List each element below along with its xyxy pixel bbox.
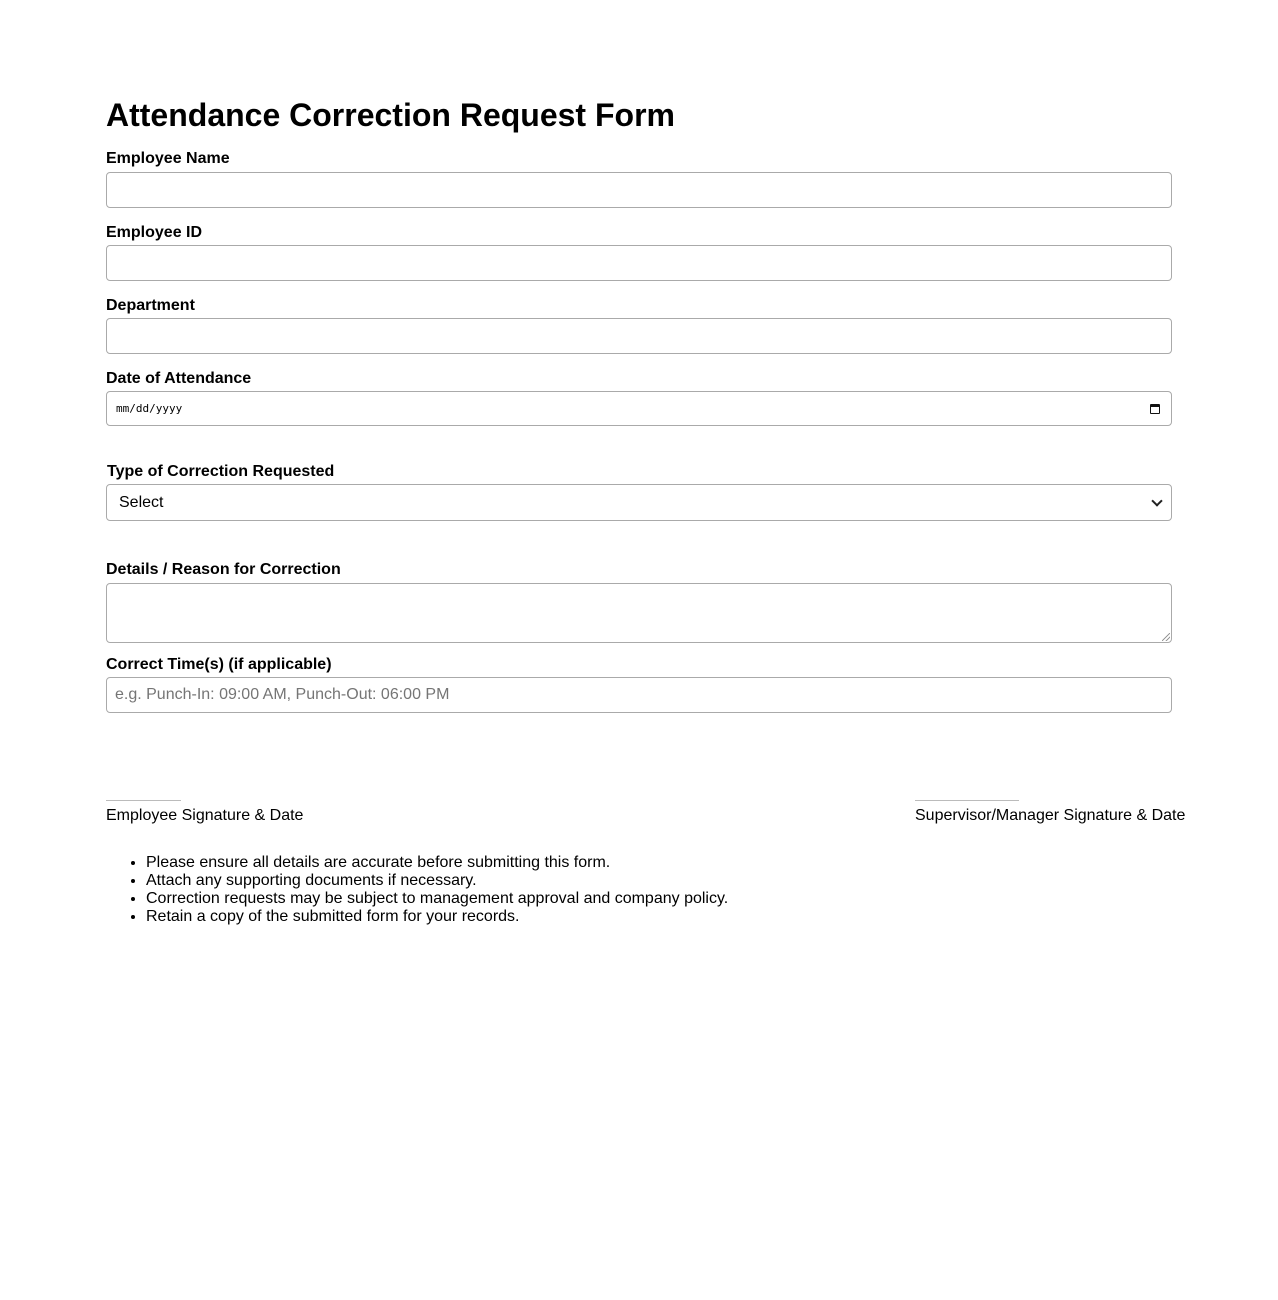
employee-signature-line [106, 800, 181, 801]
resize-handle-icon[interactable] [1162, 633, 1170, 641]
details-textarea[interactable] [106, 583, 1172, 643]
list-item: • Please ensure all details are accurate before submitting this form. [146, 854, 728, 872]
correction-type-label: Type of Correction Requested [107, 463, 335, 480]
page-title: Attendance Correction Request Form [106, 97, 675, 133]
list-item: • Attach any supporting documents if necessary. [146, 872, 728, 890]
employee-name-label: Employee Name [106, 150, 230, 167]
department-label: Department [106, 297, 195, 314]
supervisor-signature-line [915, 800, 1019, 801]
correction-type-select[interactable] [106, 484, 1172, 521]
department-input[interactable] [106, 318, 1172, 354]
date-value: mm/dd/yyyy [116, 402, 183, 415]
supervisor-signature-label: Supervisor/Manager Signature & Date [915, 807, 1186, 824]
list-item: • Correction requests may be subject to management approval and company policy. [146, 890, 728, 908]
chevron-down-icon [1151, 495, 1162, 506]
details-label: Details / Reason for Correction [106, 561, 341, 578]
employee-id-label: Employee ID [106, 224, 203, 241]
employee-signature-block [106, 800, 303, 825]
employee-id-input[interactable] [106, 245, 1172, 281]
supervisor-signature-block [915, 800, 1185, 825]
employee-name-input[interactable] [106, 172, 1172, 208]
date-of-attendance-label: Date of Attendance [106, 370, 252, 387]
details-textarea-wrap [106, 583, 1172, 643]
correct-times-input[interactable] [106, 677, 1172, 713]
employee-signature-label: Employee Signature & Date [106, 807, 304, 824]
date-of-attendance-input[interactable] [106, 391, 1172, 426]
calendar-icon[interactable] [1150, 404, 1160, 414]
correct-times-label: Correct Time(s) (if applicable) [106, 656, 332, 673]
correction-type-selected: Select [119, 493, 164, 511]
list-item: • Retain a copy of the submitted form for your records. [146, 908, 728, 926]
notes-list [106, 854, 728, 926]
